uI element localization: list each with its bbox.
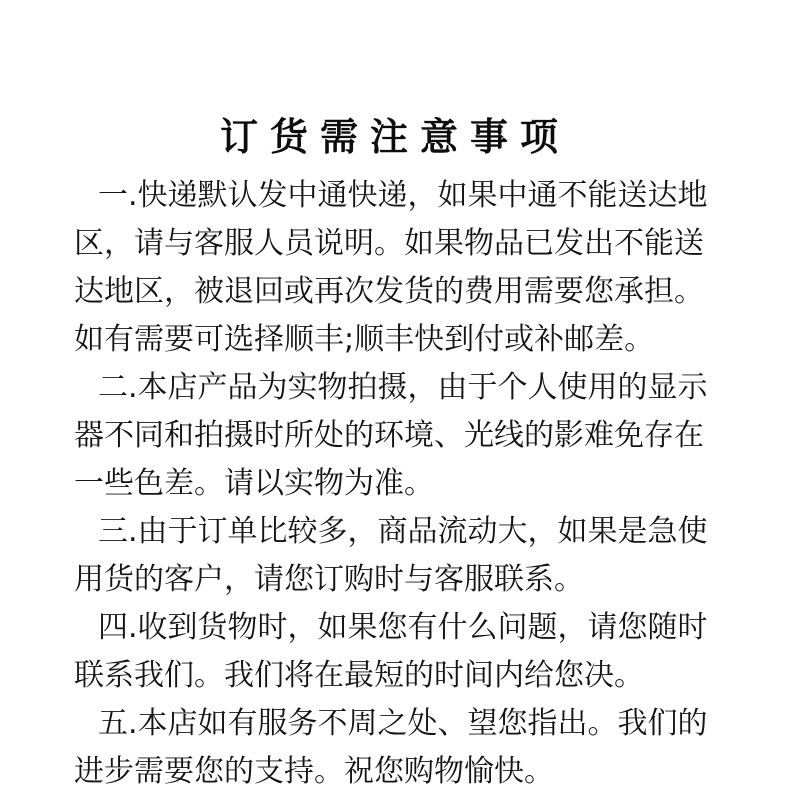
notice-paragraph-4: 四.收到货物时，如果您有什么问题，请您随时联系我们。我们将在最短的时间内给您决。 [74,610,708,693]
notice-paragraph-2: 二.本店产品为实物拍摄，由于个人使用的显示器不同和拍摄时所处的环境、光线的影难免存在一些色差。请以实物为准。 [74,370,708,501]
notice-paragraph-3: 三.由于订单比较多，商品流动大，如果是急使用货的客户，请您订购时与客服联系。 [74,514,708,597]
notice-title: 订货需注意事项 [219,115,570,160]
notice-paragraph-1: 一.快递默认发中通快递，如果中通不能送达地区，请与客服人员说明。如果物品已发出不能送达地区，被退回或再次发货的费用需要您承担。如有需要可选择顺丰;顺丰快到付或补邮差。 [74,178,708,357]
notice-paragraph-5: 五.本店如有服务不周之处、望您指出。我们的进步需要您的支持。祝您购物愉快。 [74,706,708,789]
notice-content [74,172,714,796]
